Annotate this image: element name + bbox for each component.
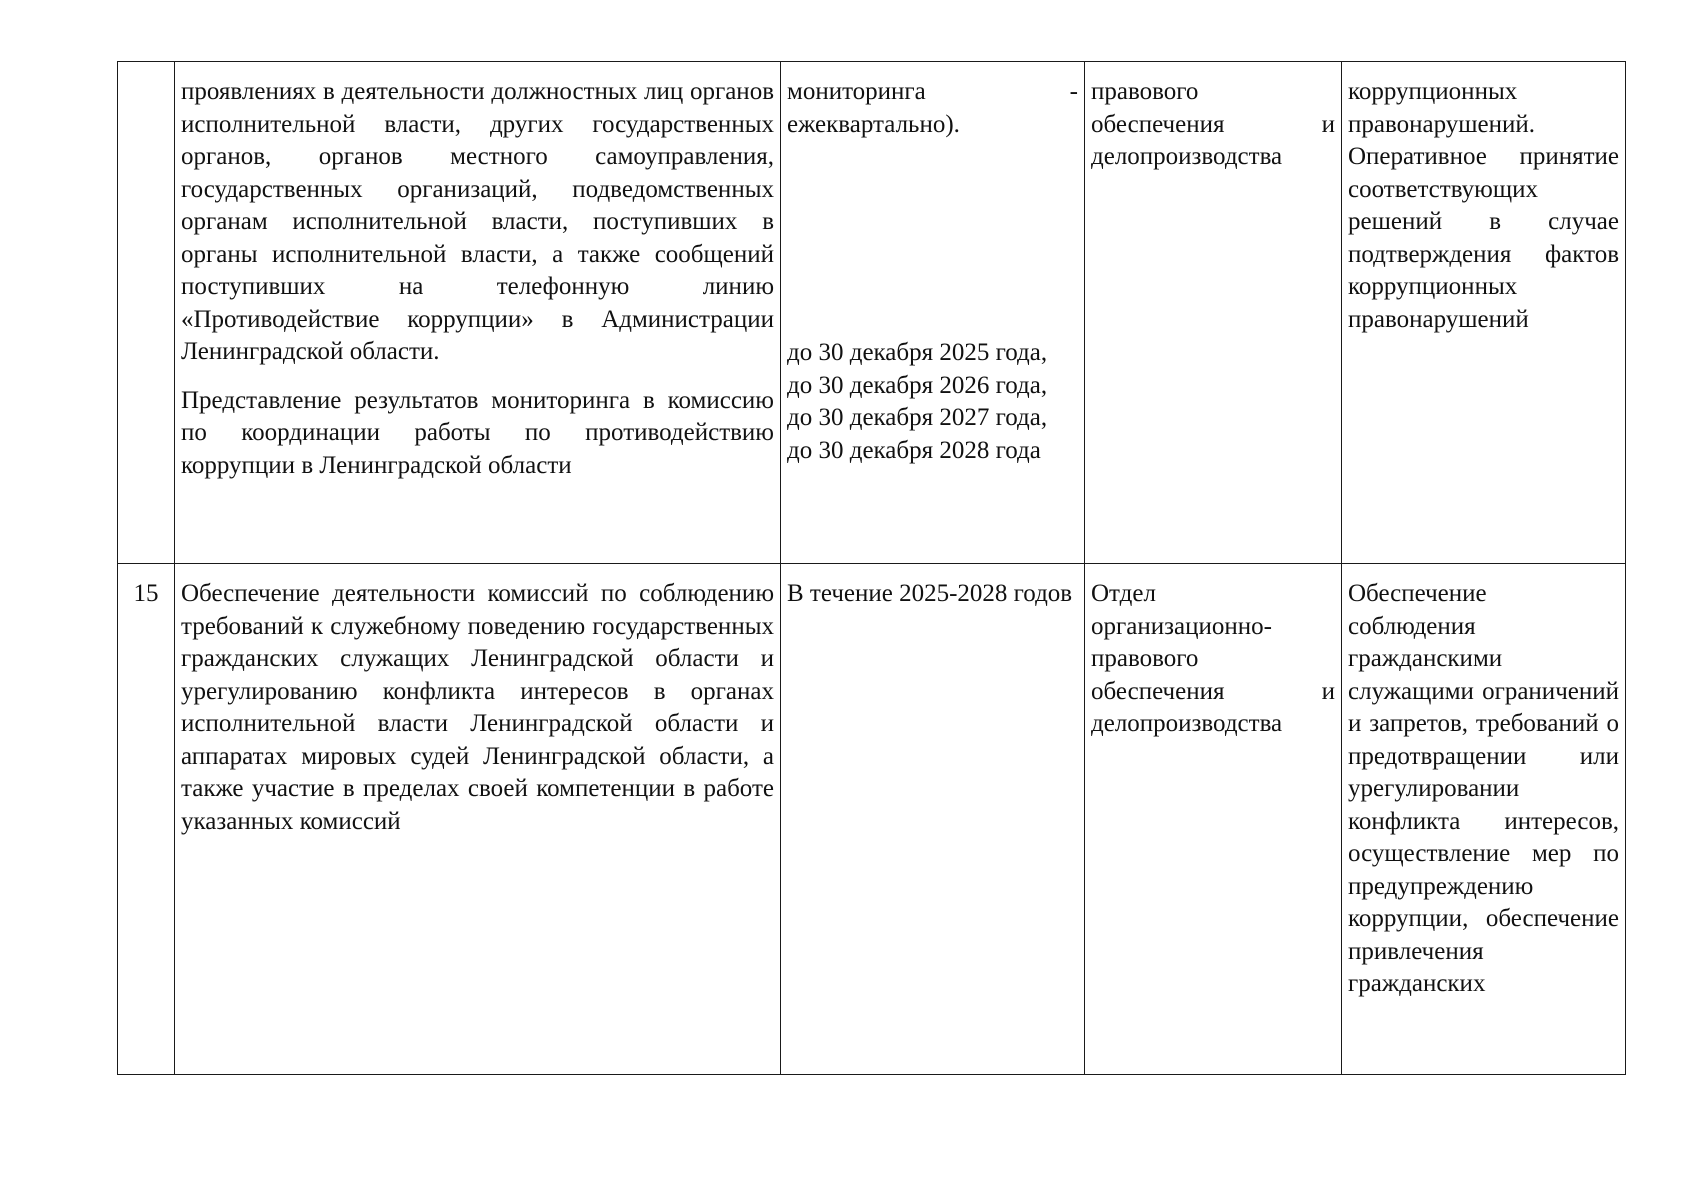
deadline-date: до 30 декабря 2025 года, (787, 339, 1048, 366)
deadline-spacer (787, 141, 1078, 337)
result-cell (1342, 62, 1626, 564)
table-row (118, 564, 1626, 1075)
responsible-text: Отдел организационно-правового обеспечения и делопроизводства (1091, 580, 1335, 737)
table-row (118, 62, 1626, 564)
deadline-cell (781, 62, 1085, 564)
deadline-text: мониторинга - ежеквартально). (787, 78, 1078, 138)
deadline-cell (781, 564, 1085, 1075)
measure-paragraph: Представление результатов мониторинга в комиссию по координации работы по противодействию коррупции в Ленинградской области (181, 386, 774, 479)
deadline-date: до 30 декабря 2027 года, (787, 404, 1048, 431)
result-text: коррупционных правонарушений. Оперативное принятие соответствующих решений в случае подтверждения фактов коррупционных правонарушений (1348, 78, 1619, 333)
result-cell (1342, 564, 1626, 1075)
row-number-cell: 15 (118, 564, 175, 1075)
deadline-date: до 30 декабря 2026 года, (787, 371, 1048, 399)
responsible-cell (1085, 62, 1342, 564)
deadline-date: до 30 декабря 2028 года (787, 436, 1041, 464)
responsible-cell (1085, 564, 1342, 1075)
deadline-text: В течение 2025-2028 годов (787, 580, 1073, 607)
measure-paragraph: Обеспечение деятельности комиссий по соблюдению требований к служебному поведению государственных гражданских служащих Ленинградской области и урегулированию конфликта интересов в органах исполнительной власти Ленинградской области и аппаратах мировых судей Ленинградской области, а также участие в пределах своей компетенции в работе указанных комиссий (181, 580, 774, 835)
responsible-text: правового обеспечения и делопроизводства (1091, 78, 1335, 170)
result-text: Обеспечение соблюдения гражданскими служащими ограничений и запретов, требований о предотвращении или урегулировании конфликта интересов, осуществление мер по предупреждению коррупции, обеспечение привлечения гражданских (1348, 580, 1619, 997)
measure-cell (175, 564, 781, 1075)
measure-paragraph: проявлениях в деятельности должностных лиц органов исполнительной власти, других государственных органов, органов местного самоуправления, государственных организаций, подведомственных органам исполнительной власти, поступивших в органы исполнительной власти, а также сообщений поступивших на телефонную линию «Противодействие коррупции» в Администрации Ленинградской области. (181, 78, 774, 365)
measures-table (117, 61, 1626, 1075)
paragraph-spacer (181, 369, 774, 385)
measure-cell (175, 62, 781, 564)
row-number-cell (118, 62, 175, 564)
